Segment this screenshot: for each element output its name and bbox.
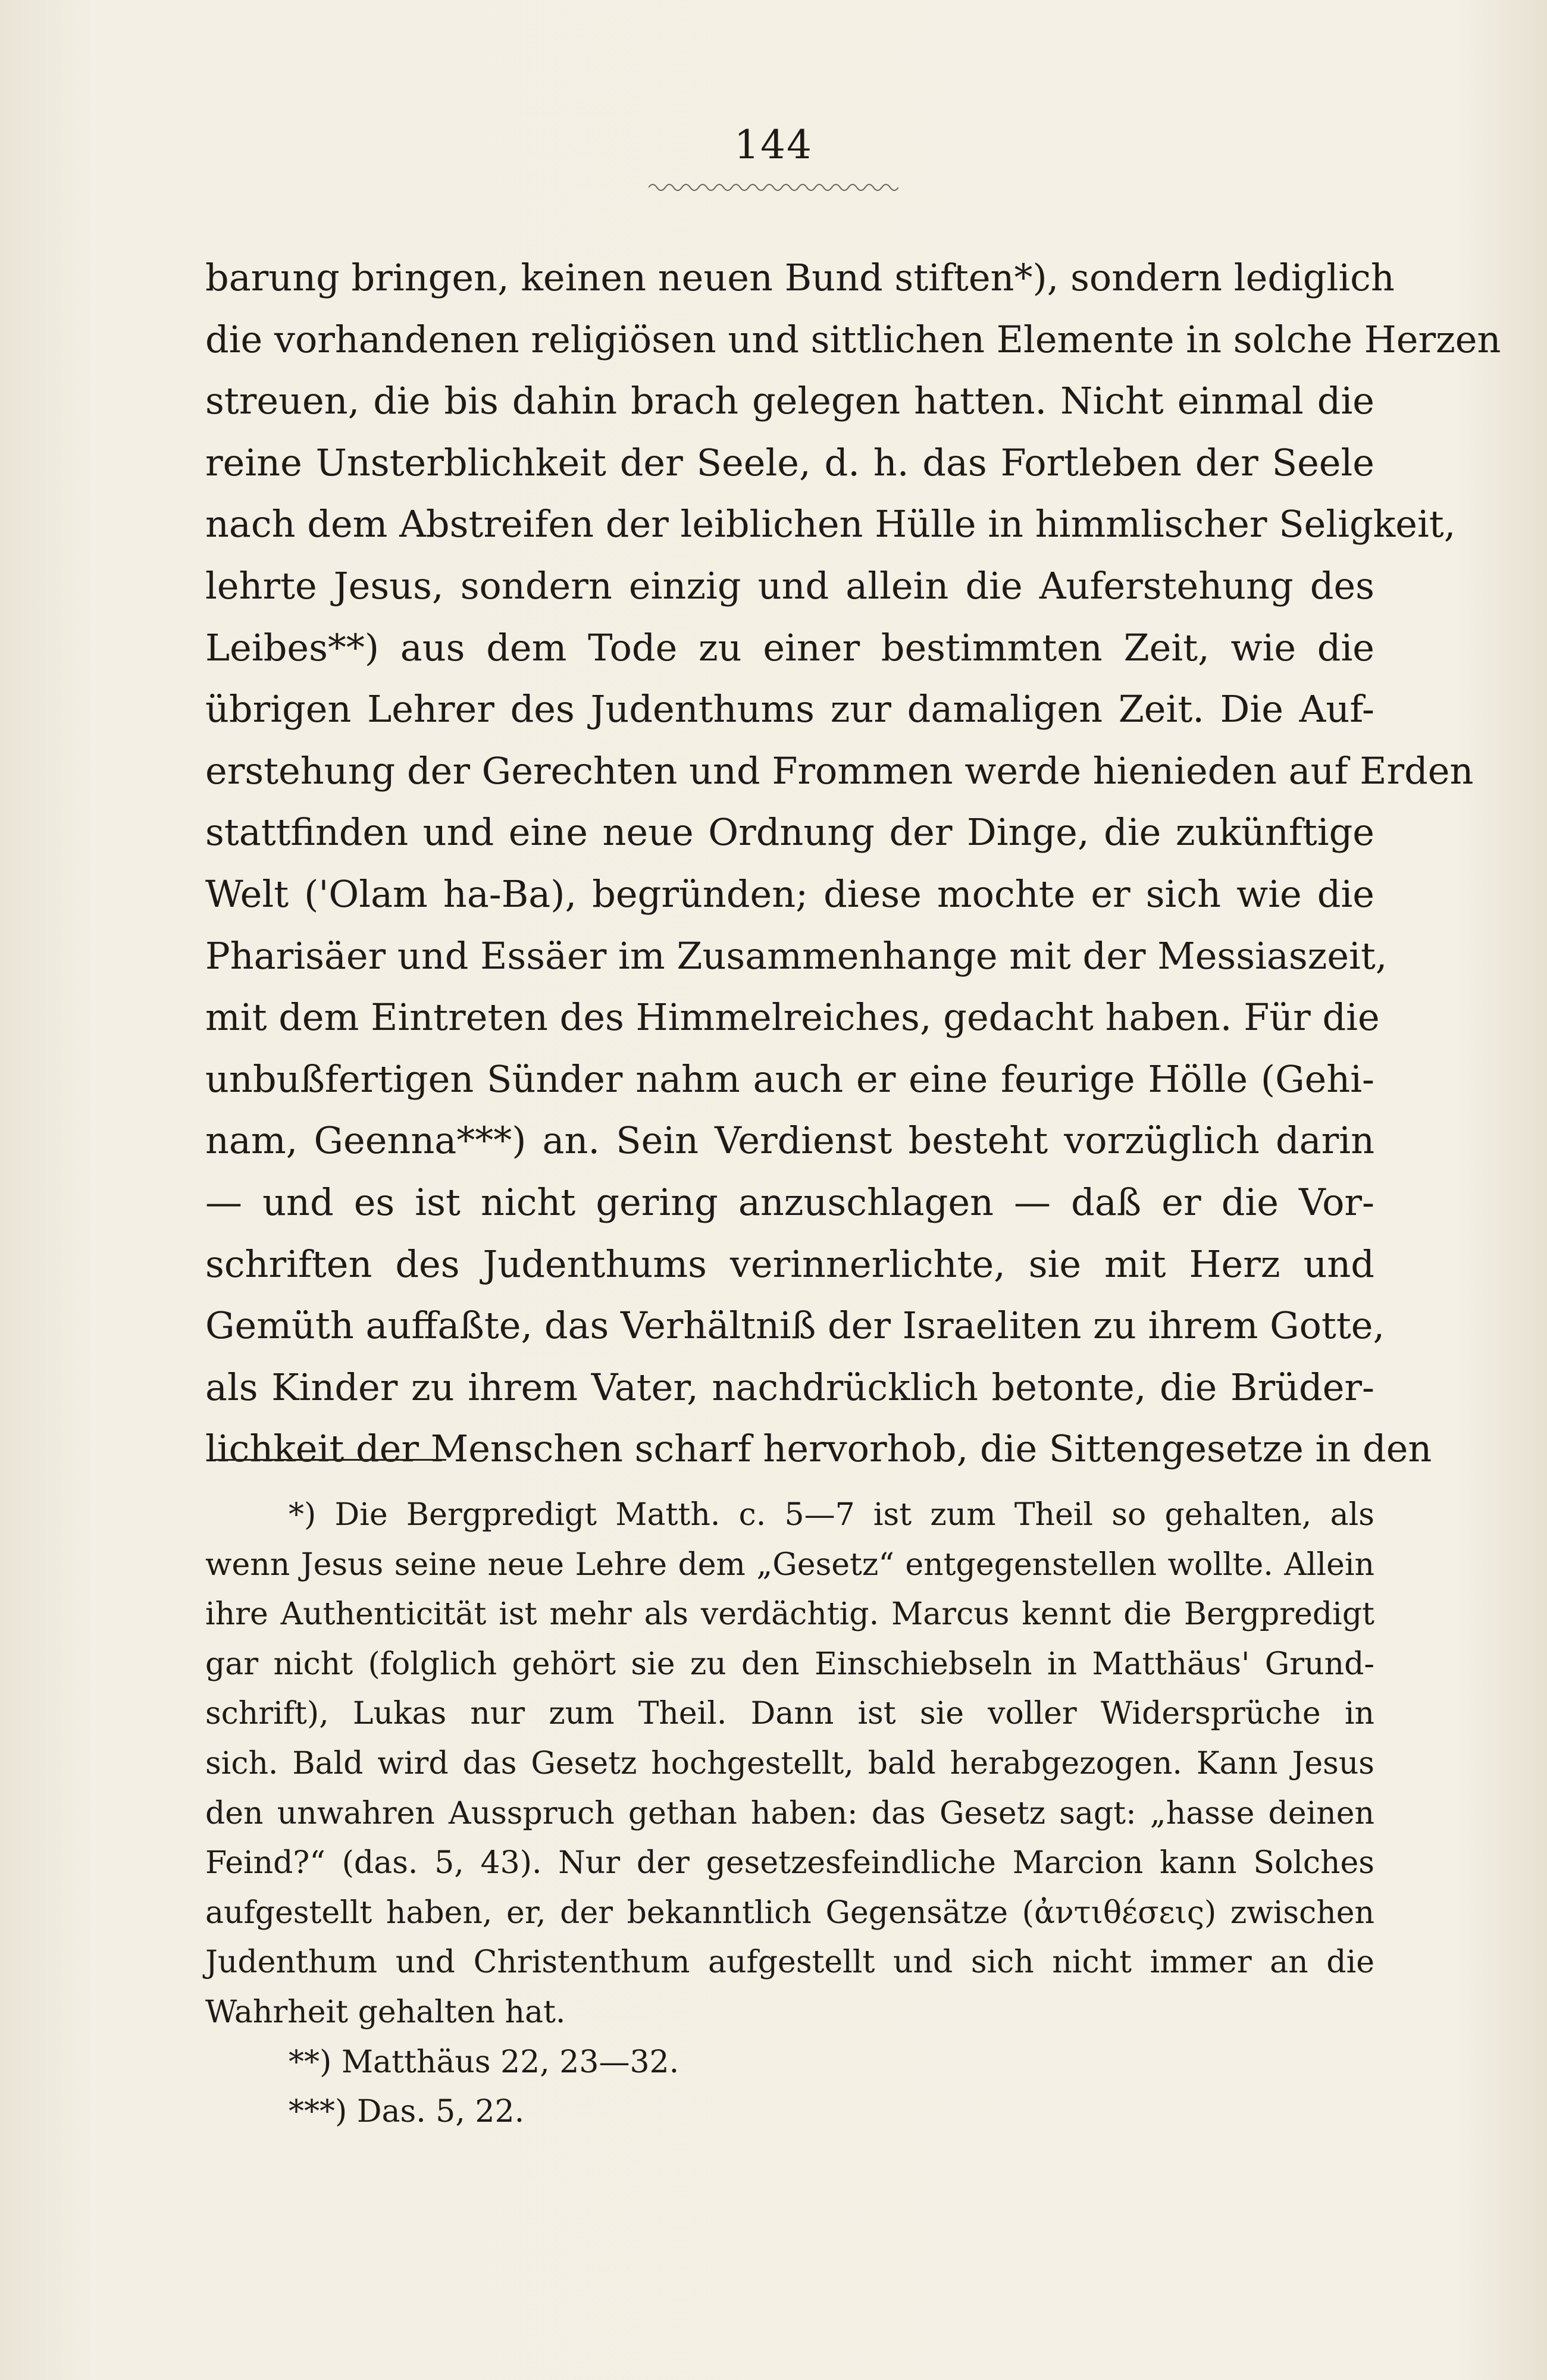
footnote-line: sich. Bald wird das Gesetz hochgestellt, bald herabgezogen. Kann Jesus [205, 1745, 1374, 1781]
text-line: nach dem Abstreifen der leiblichen Hülle in himmlischer Seligkeit, [205, 502, 1456, 546]
text-line: streuen, die bis dahin brach gelegen hatten. Nicht einmal die [205, 379, 1374, 423]
text-line: lehrte Jesus, sondern einzig und allein die Auferstehung des [205, 563, 1374, 607]
footnote-line: Judenthum und Christenthum aufgestellt und sich nicht immer an die [205, 1944, 1374, 1981]
text-line: Leibes**) aus dem Tode zu einer bestimmten Zeit, wie die [205, 625, 1374, 669]
text-line: Pharisäer und Essäer im Zusammenhange mit der Messiaszeit, [205, 934, 1388, 978]
footnote-line: den unwahren Ausspruch gethan haben: das Gesetz sagt: „hasse deinen [205, 1795, 1374, 1831]
footnote-line: aufgestellt haben, er, der bekanntlich Gegensätze (ἀντιθέσεις) zwischen [205, 1894, 1374, 1931]
footnote-line: schrift), Lukas nur zum Theil. Dann ist sie voller Widersprüche in [205, 1696, 1374, 1732]
text-line: — und es ist nicht gering anzuschlagen — daß er die Vor- [205, 1180, 1374, 1224]
footnote-line: wenn Jesus seine neue Lehre dem „Gesetz“ entgegenstellen wollte. Allein [205, 1546, 1374, 1583]
wavy-rule-ornament [649, 178, 898, 196]
footnote-line: **) Matthäus 22, 23—32. [289, 2044, 679, 2080]
text-line: als Kinder zu ihrem Vater, nachdrücklich betonte, die Brüder- [205, 1365, 1374, 1409]
text-line: unbußfertigen Sünder nahm auch er eine feurige Hölle (Gehi- [205, 1057, 1374, 1101]
footnote-line: *) Die Bergpredigt Matth. c. 5—7 ist zum Theil so gehalten, als [289, 1497, 1374, 1533]
text-line: nam, Geenna***) an. Sein Verdienst besteht vorzüglich darin [205, 1119, 1374, 1163]
page-header [0, 122, 1547, 168]
text-line: die vorhandenen religiösen und sittlichen Elemente in solche Herzen [205, 317, 1501, 361]
footnotes-block [205, 1490, 1374, 2137]
footnote-line: ihre Authenticität ist mehr als verdächtig. Marcus kennt die Bergpredigt [205, 1596, 1374, 1633]
text-line: mit dem Eintreten des Himmelreiches, gedacht haben. Für die [205, 995, 1380, 1039]
footnote-separator [214, 1459, 446, 1461]
text-line: erstehung der Gerechten und Frommen werde hienieden auf Erden [205, 749, 1474, 793]
text-line: barung bringen, keinen neuen Bund stiften*), sondern lediglich [205, 256, 1395, 299]
text-line: reine Unsterblichkeit der Seele, d. h. das Fortleben der Seele [205, 440, 1374, 484]
footnote-line: Feind?“ (das. 5, 43). Nur der gesetzesfeindliche Marcion kann Solches [205, 1845, 1374, 1881]
text-line: Welt ('Olam ha-Ba), begründen; diese mochte er sich wie die [205, 872, 1374, 916]
text-line: Gemüth auffaßte, das Verhältniß der Israeliten zu ihrem Gotte, [205, 1304, 1385, 1348]
footnote-line: Wahrheit gehalten hat. [205, 1994, 566, 2030]
footnote-line: ***) Das. 5, 22. [289, 2094, 525, 2130]
text-line: lichkeit der Menschen scharf hervorhob, die Sittengesetze in den [205, 1427, 1432, 1471]
text-line: stattfinden und eine neue Ordnung der Dinge, die zukünftige [205, 810, 1374, 854]
footnote-line: gar nicht (folglich gehört sie zu den Einschiebseln in Matthäus' Grund- [205, 1646, 1374, 1682]
text-line: übrigen Lehrer des Judenthums zur damaligen Zeit. Die Auf- [205, 687, 1374, 731]
main-text-block [205, 247, 1501, 1480]
page-number: 144 [734, 122, 813, 168]
text-line: schriften des Judenthums verinnerlichte, sie mit Herz und [205, 1242, 1374, 1286]
